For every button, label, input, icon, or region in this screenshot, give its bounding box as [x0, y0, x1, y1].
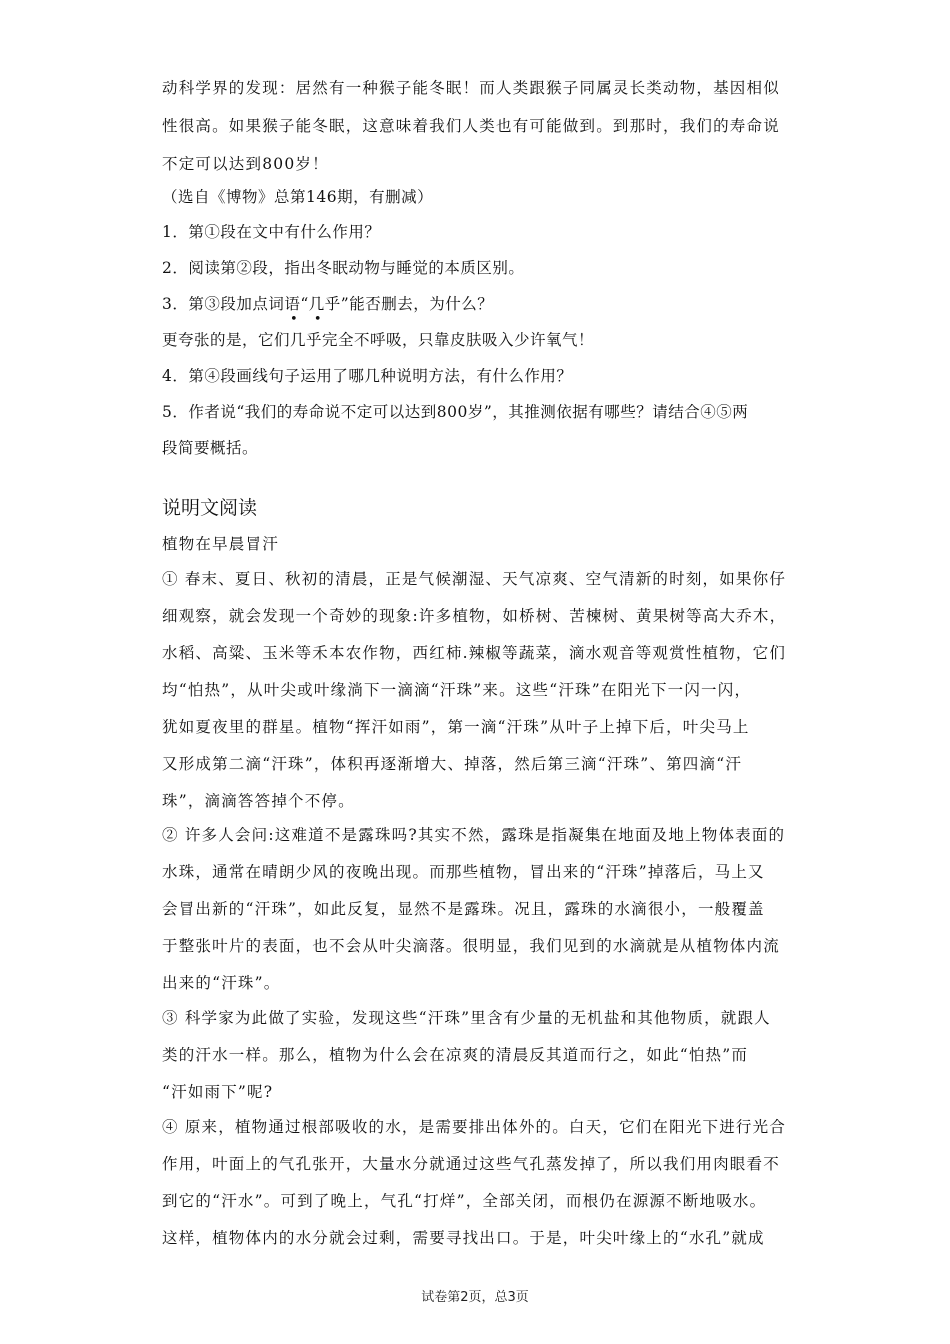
question-5-line-2: 段简要概括。 [162, 439, 259, 457]
article-line: 作用，叶面上的气孔张开，大量水分就通过这些气孔蒸发掉了，所以我们用肉眼看不 [162, 1155, 780, 1173]
question-3: 3．第③段加点词语“几乎”能否删去，为什么？ [162, 295, 494, 313]
question-1: 1．第①段在文中有什么作用？ [162, 223, 381, 241]
question-5-line-1: 5．作者说“我们的寿命说不定可以达到800岁”，其推测依据有哪些？请结合④⑤两 [162, 403, 749, 421]
article-line: ① 春末、夏日、秋初的清晨，正是气候潮湿、天气凉爽、空气清新的时刻，如果你仔 [162, 570, 787, 588]
section-heading: 说明文阅读 [162, 497, 258, 519]
quote-before: 更夸张的是，它们 [162, 331, 291, 349]
passage-line: 性很高。如果猴子能冬眠，这意味着我们人类也有可能做到。到那时，我们的寿命说 [162, 117, 780, 135]
emphasized-word-text: 几乎 [290, 331, 323, 349]
article-line: ② 许多人会问:这难道不是露珠吗?其实不然，露珠是指凝集在地面及地上物体表面的 [162, 826, 786, 844]
emphasis-dots: • • [290, 312, 328, 327]
article-line: 犹如夏夜里的群星。植物“挥汗如雨”，第一滴“汗珠”从叶子上掉下后，叶尖马上 [162, 718, 750, 736]
article-line: 均“怕热”，从叶尖或叶缘淌下一滴滴“汗珠”来。这些“汗珠”在阳光下一闪一闪， [162, 681, 752, 699]
passage-line: 动科学界的发现：居然有一种猴子能冬眠！而人类跟猴子同属灵长类动物，基因相似 [162, 79, 780, 97]
passage-line: 不定可以达到800岁！ [162, 155, 329, 173]
article-line: 细观察，就会发现一个奇妙的现象:许多植物，如桥树、苦楝树、黄果树等高大乔木， [162, 607, 787, 625]
article-line: 珠”，滴滴答答掉个不停。 [162, 792, 355, 810]
source-citation: （选自《博物》总第146期，有删减） [162, 188, 434, 206]
question-4: 4．第④段画线句子运用了哪几种说明方法，有什么作用？ [162, 367, 573, 385]
article-line: 又形成第二滴“汗珠”，体积再逐渐增大、掉落，然后第三滴“汗珠”、第四滴“汗 [162, 755, 743, 773]
page-footer: 试卷第2页，总3页 [421, 1290, 529, 1305]
question-2: 2．阅读第②段，指出冬眠动物与睡觉的本质区别。 [162, 259, 525, 277]
question-3-quote [162, 312, 812, 350]
article-line: “汗如雨下”呢? [162, 1083, 274, 1101]
article-line: 于整张叶片的表面，也不会从叶尖滴落。很明显，我们见到的水滴就是从植物体内流 [162, 937, 780, 955]
quote-after: 完全不呼吸，只靠皮肤吸入少许氧气！ [322, 331, 595, 349]
article-line: ④ 原来，植物通过根部吸收的水，是需要排出体外的。白天，它们在阳光下进行光合 [162, 1118, 787, 1136]
article-line: ③ 科学家为此做了实验，发现这些“汗珠”里含有少量的无机盐和其他物质，就跟人 [162, 1009, 771, 1027]
article-line: 出来的“汗珠”。 [162, 974, 281, 992]
article-line: 这样，植物体内的水分就会过剩，需要寻找出口。于是，叶尖叶缘上的“水孔”就成 [162, 1229, 765, 1247]
article-line: 水稻、高粱、玉米等禾本农作物，西红柿.辣椒等蔬菜，滴水观音等观赏性植物，它们 [162, 644, 787, 662]
article-line: 水珠，通常在晴朗少风的夜晚出现。而那些植物，冒出来的“汗珠”掉落后，马上又 [162, 863, 765, 881]
article-title: 植物在早晨冒汗 [162, 535, 279, 553]
article-line: 会冒出新的“汗珠”，如此反复，显然不是露珠。况且，露珠的水滴很小，一般覆盖 [162, 900, 765, 918]
article-line: 类的汗水一样。那么，植物为什么会在凉爽的清晨反其道而行之，如此“怕热”而 [162, 1046, 749, 1064]
article-line: 到它的“汗水”。可到了晚上，气孔“打烊”，全部关闭，而根仍在源源不断地吸水。 [162, 1192, 767, 1210]
emphasized-word [290, 312, 328, 350]
